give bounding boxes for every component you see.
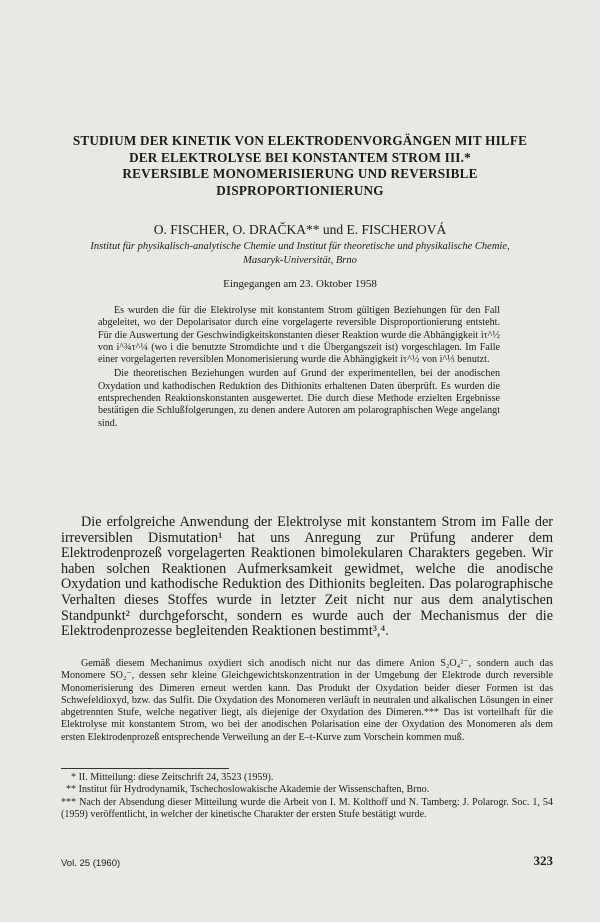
intro-paragraph xyxy=(61,515,553,640)
body-text: Die erfolgreiche Anwendung der Elektrolyse mit konstantem Strom im Falle der irreversiblen Dismutation¹ hat uns Anregung zur Prüfung anderer dem Elektrodenprozeß vorgelagerten Reaktionen bimolekularen Charakters gegeben. Wir haben solchen Reaktionen Aufmerksamkeit gewidmet, welche die anodische Oxydation und kathodische Reduktion des Dithionits begleiten. Das polarographische Verhalten dieses Stoffes wurde in letzter Zeit nicht nur aus dem analytischen Standpunkt² durchgeforscht, sondern es wurde auch der Mechanismus der die Elektrodenprozesse begleitenden Reaktionen bestimmt³,⁴. xyxy=(61,514,553,640)
authors: O. FISCHER, O. DRAČKA** und E. FISCHEROVÁ xyxy=(153,222,447,237)
footnote: ** Institut für Hydrodynamik, Tschechoslowakische Akademie der Wissenschaften, Brno. xyxy=(66,784,430,796)
page-number: 323 xyxy=(533,853,553,868)
footnote: *** Nach der Absendung dieser Mitteilung wurde die Arbeit von I. M. Kolthoff und N. Tamberg: J. Polarogr. Soc. 1, 54 (1959) veröffentlicht, in welcher der kinetische Charakter der ersten Stufe bestätigt wurde. xyxy=(61,796,553,820)
abstract-paragraph: Die theoretischen Beziehungen wurden auf Grund der experimentellen, bei der anodischen Oxydation und kathodischen Reduktion des Dithionits erhaltenen Daten überprüft. Es wurden die entsprechenden Reaktionskonstanten ausgewertet. Die durch diese Methode erzielten Ergebnisse bestätigen die Schlußfolgerungen, zu denen andere Autoren am polarographischen Wege angelangt sind. xyxy=(98,368,500,429)
title-line: STUDIUM DER KINETIK VON ELEKTRODENVORGÄNGEN MIT HILFE xyxy=(72,133,528,148)
title-line: DER ELEKTROLYSE BEI KONSTANTEM STROM III.* xyxy=(129,149,471,165)
mechanism-paragraph xyxy=(61,658,553,744)
affiliation xyxy=(30,240,570,268)
affiliation-line: Institut für physikalisch-analytische Chemie und Institut für theoretische und physikalische Chemie, xyxy=(90,241,510,252)
affiliation-line: Masaryk-Universität, Brno xyxy=(243,255,357,266)
journal-volume: Vol. 25 (1960) xyxy=(61,858,121,869)
body-text: Gemäß diesem Mechanimus oxydiert sich anodisch nicht nur das dimere Anion S₂O₄²⁻, sondern auch das Monomere SO₂⁻, dessen sehr kleine Gleichgewichtskonzentration in der Umgebung der Elektrode durch reversible Monomerisierung des Dimeren erneut werden kann. Das Produkt der Oxydation beider dieser Formen ist das Schwefeldioxyd, bzw. das Sulfit. Die Oxydation des Monomeren verläuft in neutralen und alkalischen Lösungen in einer abgetrennten Stufe, welche negativer liegt, als diejenige der Oxydation des Dimeren.*** Das ist vorteilhaft für die Elektrolyse mit konstantem Strom, wo bei der anodischen Polarisation eine der Oxydation des Monomeren als dem ersten Elektrodenprozeß entsprechende Verweilung an der E–t-Kurve zum Vorschein kommen muß. xyxy=(61,658,553,743)
footnote-divider xyxy=(61,768,229,769)
abstract-paragraph: Es wurden die für die Elektrolyse mit konstantem Strom gültigen Beziehungen für den Fall abgeleitet, wo der Depolarisator durch eine vorgelagerte reversible Disproportionierung entsteht. Für die Auswertung der Geschwindigkeitskonstanten dieser Reaktion wurde die Abhängigkeit iτ^½ von i^¾τ^¼ (wo i die benutzte Stromdichte und τ die Übergangszeit ist) vorgeschlagen. Im Falle einer vorgelagerten reversiblen Monomerisierung wurde die Abhängigkeit iτ^½ von i^⅓ benutzt. xyxy=(98,305,500,366)
title-line: REVERSIBLE MONOMERISIERUNG UND REVERSIBLE xyxy=(122,166,478,182)
article-title xyxy=(40,133,560,199)
abstract xyxy=(98,305,500,432)
received-date: Eingegangen am 23. Oktober 1958 xyxy=(223,278,377,290)
title-line: DISPROPORTIONIERUNG xyxy=(216,182,384,198)
footnote: * II. Mitteilung: diese Zeitschrift 24, 3523 (1959). xyxy=(71,772,274,783)
footnotes xyxy=(61,772,553,821)
